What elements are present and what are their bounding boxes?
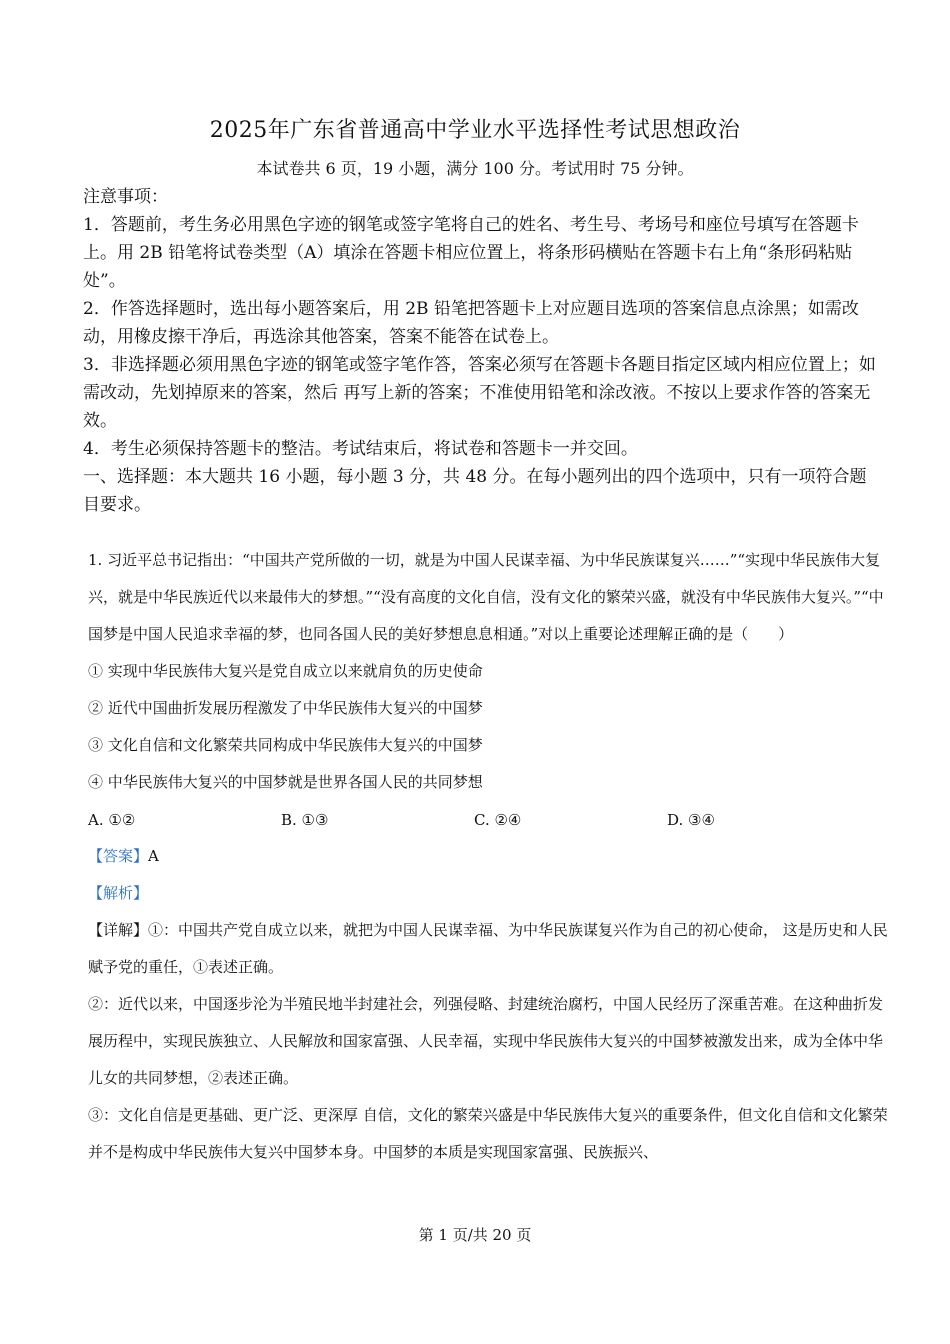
note-item: 2．作答选择题时，选出每小题答案后，用 2B 铅笔把答题卡上对应题目选项的答案信息点涂黑；如需改动，用橡皮擦干净后，再选涂其他答案，答案不能答在试卷上。	[83, 299, 859, 347]
detail-tag: 【详解】	[88, 921, 149, 939]
note-item: 3．非选择题必须用黑色字迹的钢笔或签字笔作答，答案必须写在答题卡各题目指定区域内相应位置上；如需改动，先划掉原来的答案，然后 再写上新的答案；不准使用铅笔和涂改液。不按以上要求作答的答案无效。	[83, 355, 876, 431]
question-option: ① 实现中华民族伟大复兴是党自成立以来就肩负的历史使命	[88, 662, 483, 680]
question-option: ② 近代中国曲折发展历程激发了中华民族伟大复兴的中国梦	[88, 699, 483, 717]
detail-paragraph: ③：文化自信是更基础、更广泛、更深厚 自信，文化的繁荣兴盛是中华民族伟大复兴的重要条件，但文化自信和文化繁荣并不是构成中华民族伟大复兴中国梦本身。中国梦的本质是实现国家富强、民族振兴、	[88, 1106, 888, 1161]
notes-section	[83, 183, 883, 519]
answer-tag: 【答案】	[88, 847, 149, 865]
question-option: ④ 中华民族伟大复兴的中国梦就是世界各国人民的共同梦想	[88, 773, 483, 791]
note-item: 4．考生必须保持答题卡的整洁。考试结束后，将试卷和答题卡一并交回。	[83, 439, 638, 459]
analysis-tag: 【解析】	[88, 884, 149, 902]
choice-a: A. ①②	[88, 810, 136, 829]
detail-paragraph: ②：近代以来，中国逐步沦为半殖民地半封建社会，列强侵略、封建统治腐朽，中国人民经历了深重苦难。在这种曲折发展历程中，实现民族独立、人民解放和国家富强、人民幸福，实现中华民族伟大复兴的中国梦被激发出来，成为全体中华儿女的共同梦想，②表述正确。	[88, 995, 884, 1087]
section-heading: 一、选择题：本大题共 16 小题，每小题 3 分，共 48 分。在每小题列出的四个选项中，只有一项符合题目要求。	[83, 467, 867, 515]
notes-heading: 注意事项：	[83, 187, 168, 207]
question-1	[88, 542, 888, 1171]
exam-subtitle: 本试卷共 6 页，19 小题，满分 100 分。考试用时 75 分钟。	[256, 159, 694, 178]
note-item: 1．答题前，考生务必用黑色字迹的钢笔或签字笔将自己的姓名、考生号、考场号和座位号填写在答题卡上。用 2B 铅笔将试卷类型（A）填涂在答题卡相应位置上，将条形码横贴在答题卡右上角“条形码粘贴处”。	[83, 215, 859, 291]
detail-paragraph	[88, 912, 888, 986]
detail-text: ①：中国共产党自成立以来，就把为中国人民谋幸福、为中华民族谋复兴作为自己的初心使命， 这是历史和人民赋予党的重任，①表述正确。	[88, 921, 888, 976]
choice-c: C. ②④	[474, 810, 522, 829]
page-footer: 第 1 页/共 20 页	[418, 1226, 532, 1244]
choice-b: B. ①③	[281, 810, 329, 829]
answer-choices	[88, 801, 888, 838]
question-option: ③ 文化自信和文化繁荣共同构成中华民族伟大复兴的中国梦	[88, 736, 483, 754]
question-stem: 1. 习近平总书记指出：“中国共产党所做的一切，就是为中国人民谋幸福、为中华民族谋复兴……”“实现中华民族伟大复兴，就是中华民族近代以来最伟大的梦想。”“没有高度的文化自信，没有文化的繁荣兴盛，就没有中华民族伟大复兴。”“中国梦是中国人民追求幸福的梦，也同各国人民的美好梦想息息相通。”对以上重要论述理解正确的是（ ）	[88, 551, 884, 643]
answer-value: A	[148, 847, 159, 865]
answer-line	[88, 838, 888, 875]
choice-d: D. ③④	[667, 810, 715, 829]
exam-title: 2025年广东省普通高中学业水平选择性考试思想政治	[209, 118, 741, 143]
